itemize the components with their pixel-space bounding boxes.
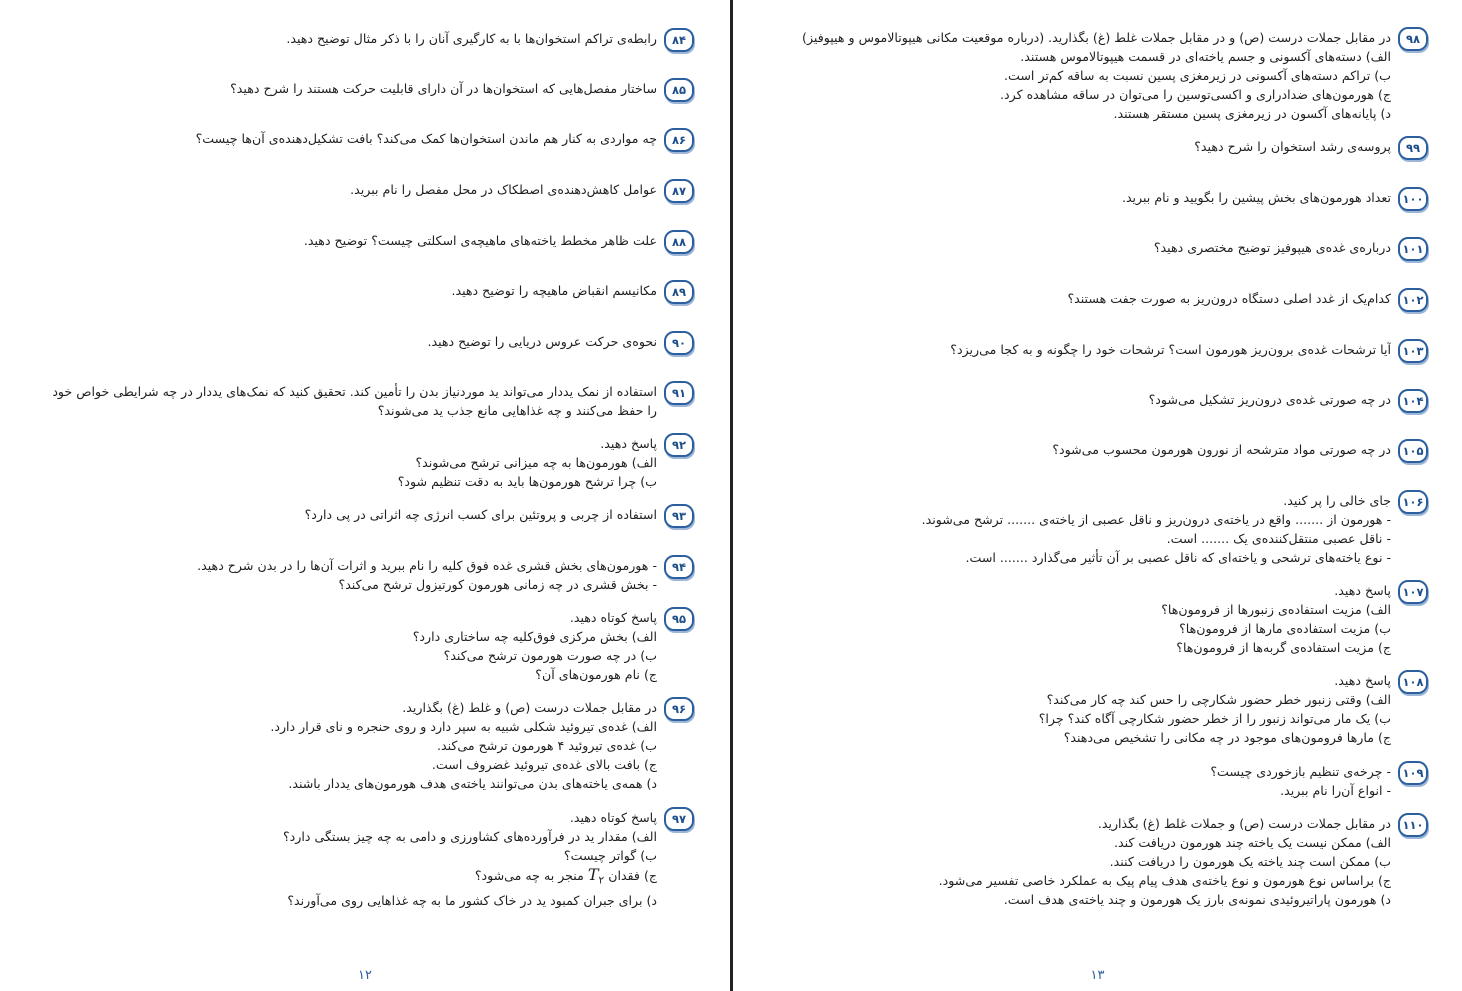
- question-number-badge: ۹۷: [664, 807, 694, 831]
- question-part: ج) هورمون‌های ضدادراری و اکسی‌توسین را می‌توان در ساقه مشاهده کرد.: [1000, 87, 1391, 102]
- question-part: ج) براساس نوع هورمون و نوع یاخته‌ی هدف پیام پیک به عملکرد خاصی تفسیر می‌شود.: [938, 873, 1391, 888]
- question-87: [44, 180, 694, 203]
- question-text: استفاده از چربی و پروتئین برای کسب انرژی چه اثراتی در پی دارد؟: [304, 507, 657, 522]
- t2-prefix: ج) فقدان: [608, 868, 657, 883]
- question-number-badge: ۹۶: [664, 697, 694, 721]
- question-text: ساختار مفصل‌هایی که استخوان‌ها در آن دارای قابلیت حرکت هستند را شرح دهید؟: [230, 81, 657, 96]
- question-110: [788, 814, 1428, 909]
- left-page: [0, 0, 730, 991]
- question-number-badge: ۱۱۰: [1398, 813, 1428, 837]
- question-part: الف) ممکن نیست یک یاخته چند هورمون دریافت کند.: [1114, 835, 1391, 850]
- question-number-badge: ۹۴: [664, 555, 694, 579]
- question-part: - هورمون از ....... واقع در یاخته‌ی درون‌ریز و ناقل عصبی از یاخته‌ی ....... ترشح می‌شوند.: [921, 512, 1391, 527]
- question-part: الف) مزیت استفاده‌ی زنبورها از فرومون‌ها؟: [1161, 602, 1391, 617]
- question-98: [788, 28, 1428, 123]
- question-92: [44, 434, 694, 491]
- question-text: پاسخ کوتاه دهید.: [569, 610, 657, 625]
- question-91: [44, 382, 694, 420]
- question-88: [44, 231, 694, 254]
- question-number-badge: ۱۰۸: [1398, 670, 1428, 694]
- question-part: - ناقل عصبی منتقل‌کننده‌ی یک ....... است.: [1166, 531, 1391, 546]
- t2-subscript: ۲: [598, 874, 605, 887]
- question-105: [788, 440, 1428, 463]
- question-number-badge: ۸۹: [664, 280, 694, 304]
- question-number-badge: ۱۰۹: [1398, 761, 1428, 785]
- question-part: - نوع یاخته‌های ترشحی و یاخته‌ای که ناقل عصبی بر آن تأثیر می‌گذارد ....... است.: [965, 550, 1391, 565]
- question-106: [788, 491, 1428, 567]
- question-number-badge: ۸۸: [664, 230, 694, 254]
- question-part: ج) مزیت استفاده‌ی گربه‌ها از فرومون‌ها؟: [1176, 640, 1391, 655]
- question-107: [788, 581, 1428, 657]
- question-86: [44, 129, 694, 152]
- question-text: پاسخ دهید.: [600, 436, 657, 451]
- question-89: [44, 281, 694, 304]
- question-103: [788, 340, 1428, 363]
- question-number-badge: ۸۴: [664, 28, 694, 52]
- question-part: ب) چرا ترشح هورمون‌ها باید به دقت تنظیم شود؟: [397, 474, 657, 489]
- question-102: [788, 289, 1428, 312]
- question-text: رابطه‌ی تراکم استخوان‌ها با به کارگیری آنان را با ذکر مثال توضیح دهید.: [286, 31, 657, 46]
- question-number-badge: ۹۹: [1398, 136, 1428, 160]
- question-part: د) هورمون پاراتیروئیدی نمونه‌ی بارز یک هورمون و چند یاخته‌ی هدف است.: [1003, 892, 1391, 907]
- question-part: ج) نام هورمون‌های آن؟: [535, 667, 657, 682]
- question-97: [44, 808, 694, 910]
- question-text: پاسخ کوتاه دهید.: [569, 810, 657, 825]
- question-text: تعداد هورمون‌های بخش پیشین را بگویید و نام ببرید.: [1121, 190, 1391, 205]
- question-number-badge: ۸۶: [664, 128, 694, 152]
- question-number-badge: ۹۵: [664, 607, 694, 631]
- question-part: الف) غده‌ی تیروئید شکلی شبیه به سپر دارد و روی حنجره و نای قرار دارد.: [270, 719, 657, 734]
- question-text: در چه صورتی مواد مترشحه از نورون هورمون محسوب می‌شود؟: [1052, 442, 1391, 457]
- question-part-t2: [44, 865, 657, 891]
- question-part: ب) گواتر چیست؟: [563, 848, 657, 863]
- question-84: [44, 29, 694, 52]
- question-text: در چه صورتی غده‌ی درون‌ریز تشکیل می‌شود؟: [1148, 392, 1391, 407]
- question-text: پاسخ دهید.: [1334, 583, 1391, 598]
- question-text: کدام‌یک از غدد اصلی دستگاه درون‌ریز به صورت جفت هستند؟: [1067, 291, 1391, 306]
- question-text: مکانیسم انقباض ماهیچه را توضیح دهید.: [451, 283, 657, 298]
- question-100: [788, 188, 1428, 211]
- question-part: ب) یک مار می‌تواند زنبور را از خطر حضور شکارچی آگاه کند؟ چرا؟: [1038, 711, 1391, 726]
- question-part: الف) بخش مرکزی فوق‌کلیه چه ساختاری دارد؟: [412, 629, 657, 644]
- question-text: علت ظاهر مخطط یاخته‌های ماهیچه‌ی اسکلتی چیست؟ توضیح دهید.: [303, 233, 657, 248]
- question-part: ب) مزیت استفاده‌ی مارها از فرومون‌ها؟: [1179, 621, 1391, 636]
- question-text: جای خالی را پر کنید.: [1283, 493, 1391, 508]
- page-number: ۱۲: [358, 968, 372, 983]
- question-108: [788, 671, 1428, 747]
- question-101: [788, 238, 1428, 261]
- question-text: پاسخ دهید.: [1334, 673, 1391, 688]
- question-number-badge: ۹۲: [664, 433, 694, 457]
- question-number-badge: ۹۸: [1398, 27, 1428, 51]
- question-text: - چرخه‌ی تنظیم بازخوردی چیست؟: [1210, 764, 1391, 779]
- question-109: [788, 762, 1428, 800]
- question-number-badge: ۹۱: [664, 381, 694, 405]
- t2-symbol: T: [587, 865, 599, 884]
- question-text: پروسه‌ی رشد استخوان را شرح دهید؟: [1194, 139, 1391, 154]
- question-number-badge: ۱۰۳: [1398, 339, 1428, 363]
- question-part: - بخش قشری در چه زمانی هورمون کورتیزول ترشح می‌کند؟: [338, 577, 657, 592]
- question-text: در مقابل جملات درست (ص) و غلط (غ) بگذارید.: [402, 700, 657, 715]
- question-number-badge: ۹۰: [664, 331, 694, 355]
- question-number-badge: ۸۵: [664, 78, 694, 102]
- question-part: ب) ممکن است چند یاخته یک هورمون را دریافت کنند.: [1109, 854, 1391, 869]
- t2-suffix: منجر به چه می‌شود؟: [474, 868, 584, 883]
- question-text: درباره‌ی غده‌ی هیپوفیز توضیح مختصری دهید؟: [1153, 240, 1391, 255]
- question-part: ب) در چه صورت هورمون ترشح می‌کند؟: [443, 648, 657, 663]
- question-part: الف) دسته‌های آکسونی و جسم یاخته‌ای در قسمت هیپوتالاموس هستند.: [1020, 49, 1391, 64]
- question-85: [44, 79, 694, 102]
- question-part: الف) هورمون‌ها به چه میزانی ترشح می‌شوند؟: [415, 455, 657, 470]
- question-text: در مقابل جملات درست (ص) و جملات غلط (غ) بگذارید.: [1097, 816, 1391, 831]
- question-99: [788, 137, 1428, 160]
- right-page: [733, 0, 1462, 991]
- question-part: ب) تراکم دسته‌های آکسونی در زیرمغزی پسین نسبت به ساقه کم‌تر است.: [1004, 68, 1391, 83]
- question-part: ب) غده‌ی تیروئید ۴ هورمون ترشح می‌کند.: [437, 738, 657, 753]
- question-number-badge: ۱۰۴: [1398, 389, 1428, 413]
- question-number-badge: ۱۰۲: [1398, 288, 1428, 312]
- question-number-badge: ۱۰۶: [1398, 490, 1428, 514]
- question-104: [788, 390, 1428, 413]
- question-text: - هورمون‌های بخش قشری غده فوق کلیه را نام ببرید و اثرات آن‌ها را در بدن شرح دهید.: [197, 558, 657, 573]
- question-90: [44, 332, 694, 355]
- question-number-badge: ۹۳: [664, 504, 694, 528]
- question-95: [44, 608, 694, 684]
- question-number-badge: ۱۰۱: [1398, 237, 1428, 261]
- question-part: ج) بافت بالای غده‌ی تیروئید غضروف است.: [431, 757, 657, 772]
- question-number-badge: ۱۰۵: [1398, 439, 1428, 463]
- question-part: د) برای جبران کمبود ید در خاک کشور ما به چه غذاهایی روی می‌آورند؟: [287, 892, 657, 908]
- question-text: چه مواردی به کنار هم ماندن استخوان‌ها کمک می‌کند؟ بافت تشکیل‌دهنده‌ی آن‌ها چیست؟: [195, 131, 657, 146]
- question-part: ج) مارها فرومون‌های موجود در چه مکانی را تشخیص می‌دهند؟: [1063, 730, 1391, 745]
- question-text: آیا ترشحات غده‌ی برون‌ریز هورمون است؟ ترشحات خود را چگونه و به کجا می‌ریزد؟: [950, 342, 1391, 357]
- question-part: د) پایانه‌های آکسون در زیرمغزی پسین مستقر هستند.: [1113, 106, 1391, 121]
- question-text: در مقابل جملات درست (ص) و در مقابل جملات غلط (غ) بگذارید. (درباره موقعیت مکانی هیپوتالاموس و هیپوفیز): [802, 30, 1391, 45]
- question-number-badge: ۱۰۰: [1398, 187, 1428, 211]
- question-part: الف) مقدار ید در فرآورده‌های کشاورزی و دامی به چه چیز بستگی دارد؟: [282, 829, 657, 844]
- question-93: [44, 505, 694, 528]
- question-96: [44, 698, 694, 793]
- page-number: ۱۳: [1090, 968, 1105, 983]
- question-part: د) همه‌ی یاخته‌های بدن می‌توانند یاخته‌ی هدف هورمون‌های یددار باشند.: [288, 776, 657, 791]
- question-number-badge: ۱۰۷: [1398, 580, 1428, 604]
- question-number-badge: ۸۷: [664, 179, 694, 203]
- question-text: استفاده از نمک یددار می‌تواند ید موردنیاز بدن را تأمین کند. تحقیق کنید که نمک‌های یددار در چه شرایطی خواص خود را حفظ می‌کنند و چه غذاهایی مانع جذب ید می‌شوند؟: [52, 384, 657, 418]
- question-part: الف) وقتی زنبور خطر حضور شکارچی را حس کند چه کار می‌کند؟: [1046, 692, 1391, 707]
- question-text: نحوه‌ی حرکت عروس دریایی را توضیح دهید.: [427, 334, 657, 349]
- question-94: [44, 556, 694, 594]
- question-text: عوامل کاهش‌دهنده‌ی اصطکاک در محل مفصل را نام ببرید.: [350, 182, 657, 197]
- question-part: - انواع آن‌را نام ببرید.: [1280, 783, 1391, 798]
